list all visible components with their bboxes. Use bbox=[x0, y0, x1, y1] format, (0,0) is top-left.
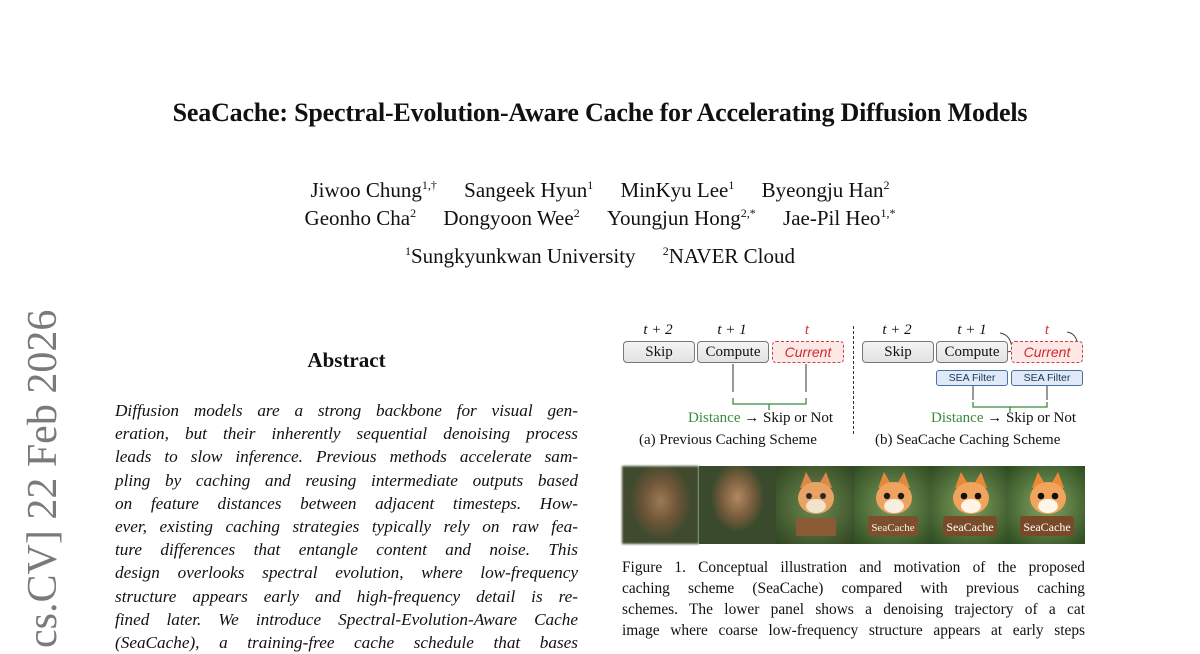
author: Geonho Cha$^2$ bbox=[304, 206, 417, 230]
abstract-line: ture differences that entangle content and noise. This bbox=[115, 540, 578, 560]
cat-image bbox=[776, 466, 853, 544]
subcaption-b: (b) SeaCache Caching Scheme bbox=[875, 432, 1061, 448]
author-list-row-1 bbox=[0, 178, 1200, 203]
distance-label: Distance → Skip or Not bbox=[688, 410, 833, 426]
sign-text: SeaCache bbox=[870, 522, 915, 534]
trajectory-frame-6 bbox=[1008, 466, 1085, 544]
sea-filter-box: SEA Filter bbox=[936, 370, 1008, 386]
affiliation: $^1$Sungkyunkwan University bbox=[404, 244, 636, 268]
sea-filter-box: SEA Filter bbox=[1011, 370, 1083, 386]
abstract-line: (SeaCache), a training-free cache schedule that bases bbox=[115, 633, 578, 653]
author: Youngjun Hong$^{2,*}$ bbox=[606, 206, 756, 230]
affiliations bbox=[0, 244, 1200, 269]
trajectory-frame-2 bbox=[699, 466, 776, 544]
timestep-label: t bbox=[1044, 322, 1050, 338]
current-box: Current bbox=[772, 341, 844, 363]
timestep-label: t + 1 bbox=[957, 322, 987, 338]
abstract-line: on feature distances between adjacent timesteps. How- bbox=[115, 493, 578, 513]
author: Jae-Pil Heo$^{1,*}$ bbox=[783, 206, 896, 230]
cat-image bbox=[931, 466, 1008, 544]
abstract-heading: Abstract bbox=[307, 348, 386, 372]
abstract-line: leads to slow inference. Previous methods accelerate sam- bbox=[115, 447, 578, 467]
compute-box: Compute bbox=[936, 341, 1008, 363]
caption-line: schemes. The lower panel shows a denoising trajectory of a cat bbox=[622, 601, 1085, 618]
author-list-row-2 bbox=[0, 206, 1200, 231]
trajectory-frame-3 bbox=[776, 466, 853, 544]
timestep-label: t bbox=[804, 322, 810, 338]
author: Dongyoon Wee$^2$ bbox=[443, 206, 580, 230]
caption-line: caching scheme (SeaCache) compared with previous caching bbox=[622, 580, 1085, 597]
cat-image bbox=[1008, 466, 1085, 544]
scheme-divider bbox=[853, 326, 854, 434]
abstract-line: pling by caching and reusing intermediate outputs based bbox=[115, 470, 578, 490]
abstract-line: ever, existing caching strategies typically rely on raw fea- bbox=[115, 517, 578, 537]
author: Sangeek Hyun$^1$ bbox=[464, 178, 594, 202]
timestep-label: t + 1 bbox=[717, 322, 747, 338]
affiliation: $^2$NAVER Cloud bbox=[662, 244, 796, 268]
sign-text: SeaCache bbox=[1023, 520, 1071, 534]
arxiv-stamp: cs.CV] 22 Feb 2026 bbox=[20, 309, 66, 648]
timestep-label: t + 2 bbox=[882, 322, 912, 338]
author: MinKyu Lee$^1$ bbox=[620, 178, 735, 202]
subcaption-a: (a) Previous Caching Scheme bbox=[639, 432, 817, 448]
caption-line: image where coarse low-frequency structure appears at early steps bbox=[622, 622, 1085, 639]
timestep-label: t + 2 bbox=[643, 322, 673, 338]
abstract-line: Diffusion models are a strong backbone for visual gen- bbox=[115, 401, 578, 420]
abstract-line: fined later. We introduce Spectral-Evolution-Aware Cache bbox=[115, 609, 578, 629]
skip-box: Skip bbox=[862, 341, 934, 363]
paper-title: SeaCache: Spectral-Evolution-Aware Cache for Accelerating Diffusion Models bbox=[172, 98, 1028, 127]
distance-label: Distance → Skip or Not bbox=[931, 410, 1076, 426]
abstract-line: structure appears early and high-frequency detail is re- bbox=[115, 586, 578, 606]
figure-caption bbox=[622, 557, 1085, 641]
current-box: Current bbox=[1011, 341, 1083, 363]
skip-box: Skip bbox=[623, 341, 695, 363]
author: Byeongju Han$^2$ bbox=[761, 178, 890, 202]
abstract-line: eration, but their inherently sequential denoising process bbox=[115, 424, 578, 444]
author: Jiwoo Chung$^{1,\dagger}$ bbox=[310, 178, 437, 202]
trajectory-frame-1 bbox=[622, 466, 699, 544]
cat-image bbox=[854, 466, 931, 544]
sign-text: SeaCache bbox=[946, 520, 994, 534]
denoising-trajectory-strip bbox=[622, 466, 1085, 544]
trajectory-frame-4 bbox=[854, 466, 931, 544]
compute-box: Compute bbox=[697, 341, 769, 363]
abstract-body bbox=[115, 399, 578, 654]
caption-line: Figure 1. Conceptual illustration and motivation of the proposed bbox=[622, 559, 1085, 576]
abstract-line: design overlooks spectral evolution, where low-frequency bbox=[115, 563, 578, 583]
trajectory-frame-5 bbox=[931, 466, 1008, 544]
